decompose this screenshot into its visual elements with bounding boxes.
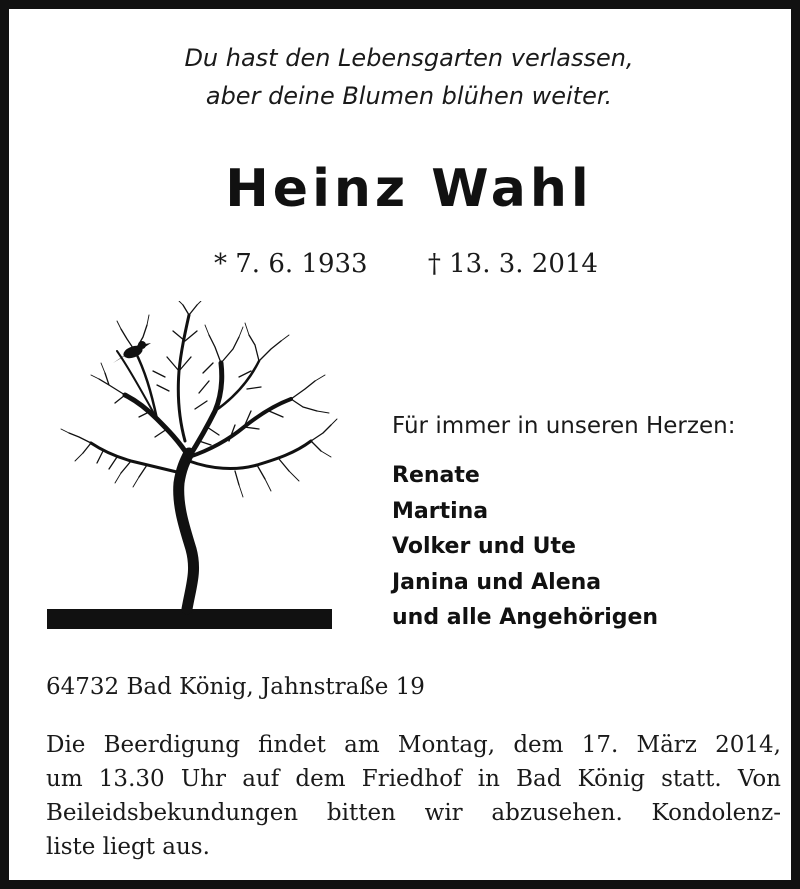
life-dates (214, 249, 598, 279)
funeral-notice-line: Beileidsbekundungen bitten wir abzusehen. Kondolenz- (46, 800, 781, 826)
funeral-notice (46, 728, 781, 864)
mourners-intro: Für immer in unseren Herzen: (392, 413, 736, 439)
memorial-quote (9, 39, 800, 115)
deceased-name: Heinz Wahl (225, 159, 593, 219)
bare-tree-with-bird-icon (39, 301, 339, 631)
mourners-list (392, 458, 658, 636)
funeral-notice-line: um 13.30 Uhr auf dem Friedhof in Bad König statt. Von (46, 766, 781, 792)
quote-line-1: Du hast den Lebensgarten verlassen, (184, 44, 634, 72)
mourner-name: Janina und Alena (392, 569, 602, 595)
death-date: † 13. 3. 2014 (427, 249, 598, 279)
mourner-name: und alle Angehörigen (392, 605, 659, 630)
mourner-name: Martina (392, 498, 489, 524)
mourner-name: Renate (392, 463, 480, 488)
funeral-notice-line: liste liegt aus. (46, 834, 210, 860)
family-address: 64732 Bad König, Jahnstraße 19 (46, 674, 425, 700)
birth-date: * 7. 6. 1933 (214, 249, 368, 279)
quote-line-2: aber deine Blumen blühen weiter. (205, 82, 613, 110)
mourner-name: Volker und Ute (392, 534, 576, 559)
funeral-notice-line: Die Beerdigung findet am Montag, dem 17. März 2014, (46, 732, 781, 758)
